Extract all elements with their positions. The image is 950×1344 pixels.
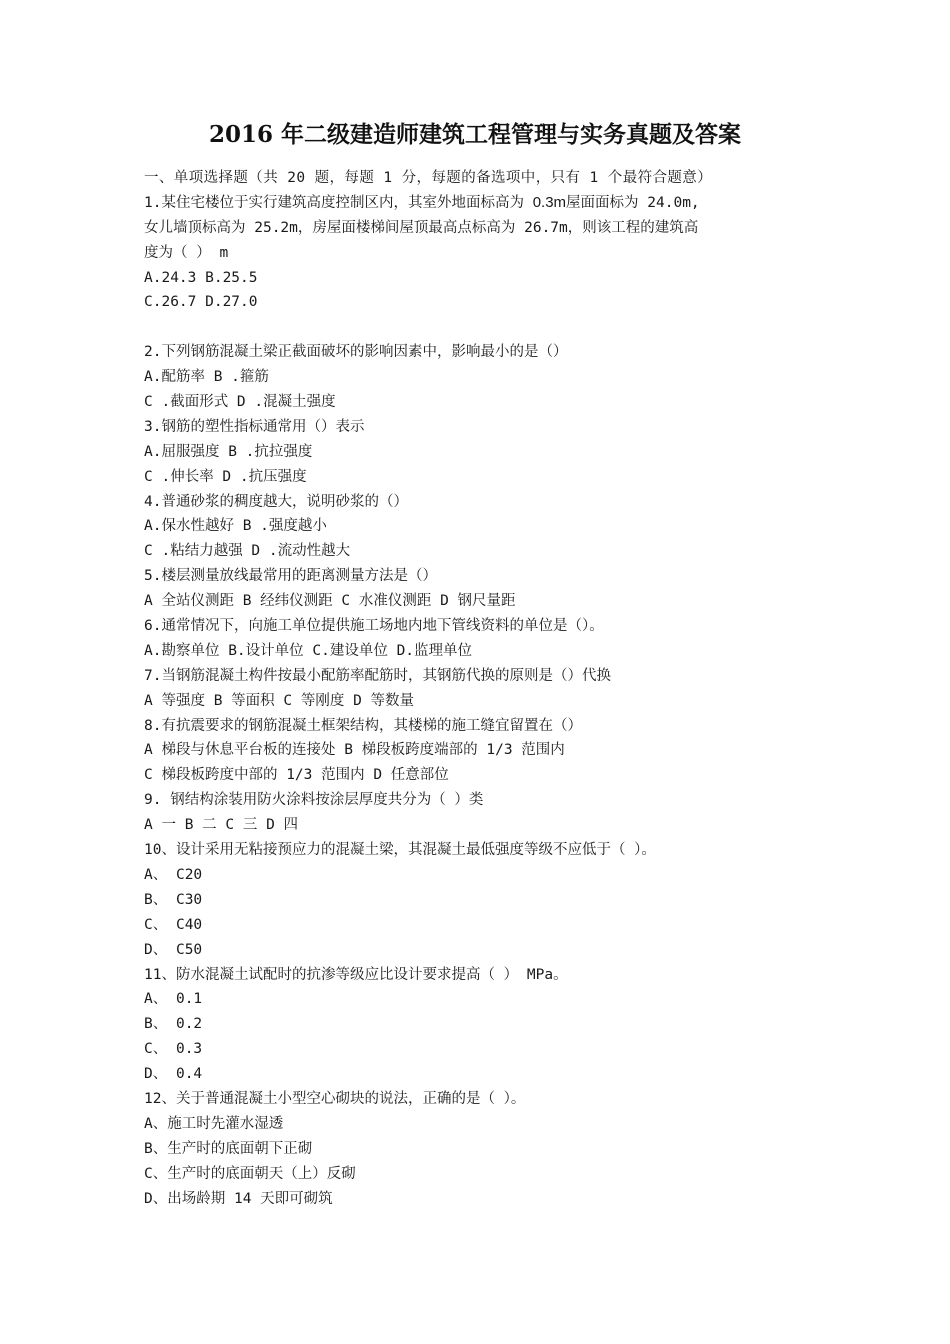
option-line: C .截面形式 D .混凝土强度 <box>144 394 336 411</box>
option-line: C.26.7 D.27.0 <box>144 294 258 311</box>
question-block <box>144 963 804 1087</box>
question-block <box>144 415 804 490</box>
question-block <box>144 490 804 565</box>
question-block <box>144 838 804 962</box>
question-block <box>144 714 804 789</box>
question-block <box>144 614 804 664</box>
option-line: D、 0.4 <box>144 1066 203 1083</box>
question-stem-line: 7.当钢筋混凝土构件按最小配筋率配筋时，其钢筋代换的原则是（）代换 <box>144 667 611 684</box>
option-line: A 等强度 B 等面积 C 等刚度 D 等数量 <box>144 692 415 709</box>
option-line: A.屈服强度 B .抗拉强度 <box>144 443 313 460</box>
document-title: 2016 年二级建造师建筑工程管理与实务真题及答案 <box>208 121 742 148</box>
question-block <box>144 340 804 415</box>
option-line: C、 0.3 <box>144 1041 203 1058</box>
question-block <box>144 564 804 614</box>
option-line: B、 C30 <box>144 891 203 908</box>
question-stem-text: 屋面面标为 24.0m, <box>566 194 700 211</box>
question-block <box>144 664 804 714</box>
question-stem-line: 度为（ ） m <box>144 244 229 261</box>
option-line: A 梯段与休息平台板的连接处 B 梯段板跨度端部的 1/3 范围内 <box>144 742 565 759</box>
option-line: D、出场龄期 14 天即可砌筑 <box>144 1190 333 1207</box>
question-stem-value: 0.3m <box>532 193 567 211</box>
question-stem-line: 10、设计采用无粘接预应力的混凝土梁，其混凝土最低强度等级不应低于（ ）。 <box>144 842 656 859</box>
option-line: C .伸长率 D .抗压强度 <box>144 468 307 485</box>
section-heading: 一、单项选择题（共 20 题，每题 1 分，每题的备选项中，只有 1 个最符合题意） <box>144 170 713 186</box>
option-line: B、生产时的底面朝下正砌 <box>144 1140 313 1157</box>
option-line: C、 C40 <box>144 916 203 933</box>
option-line: A 一 B 二 C 三 D 四 <box>144 817 299 834</box>
option-line: A.24.3 B.25.5 <box>144 269 258 286</box>
question-block <box>144 191 804 315</box>
document-body <box>144 166 804 1211</box>
question-block <box>144 788 804 838</box>
option-line: A.保水性越好 B .强度越小 <box>144 518 327 535</box>
option-line: A 全站仪测距 B 经纬仪测距 C 水准仪测距 D 钢尺量距 <box>144 593 516 610</box>
question-block <box>144 1087 804 1211</box>
question-stem-line: 11、防水混凝土试配时的抗渗等级应比设计要求提高（ ） MPa。 <box>144 966 568 983</box>
question-stem-line: 5.楼层测量放线最常用的距离测量方法是（） <box>144 568 437 585</box>
option-line: A.勘察单位 B.设计单位 C.建设单位 D.监理单位 <box>144 642 473 659</box>
option-line: C、生产时的底面朝天（上）反砌 <box>144 1165 356 1182</box>
question-stem-text: 1.某住宅楼位于实行建筑高度控制区内，其室外地面标高为 <box>144 194 533 211</box>
question-stem-line <box>144 191 804 216</box>
question-stem-line: 9. 钢结构涂装用防火涂料按涂层厚度共分为（ ）类 <box>144 792 484 809</box>
option-line: A、施工时先灌水湿透 <box>144 1115 284 1132</box>
option-line: C .粘结力越强 D .流动性越大 <box>144 543 351 560</box>
option-line: A、 C20 <box>144 866 203 883</box>
question-stem-line: 女儿墙顶标高为 25.2m，房屋面楼梯间屋顶最高点标高为 26.7m，则该工程的建筑高 <box>144 219 699 236</box>
option-line: D、 C50 <box>144 941 203 958</box>
option-line: C 梯段板跨度中部的 1/3 范围内 D 任意部位 <box>144 767 449 784</box>
question-stem-line: 8.有抗震要求的钢筋混凝土框架结构，其楼梯的施工缝宜留置在（） <box>144 717 582 734</box>
option-line: A、 0.1 <box>144 991 203 1008</box>
option-line: A.配筋率 B .箍筋 <box>144 369 269 386</box>
question-stem-line: 2.下列钢筋混凝土梁正截面破坏的影响因素中，影响最小的是（） <box>144 344 568 361</box>
question-stem-line: 4.普通砂浆的稠度越大，说明砂浆的（） <box>144 493 408 510</box>
question-stem-line: 12、关于普通混凝土小型空心砌块的说法，正确的是（ ）。 <box>144 1090 526 1107</box>
option-line: B、 0.2 <box>144 1016 203 1033</box>
question-stem-line: 6.通常情况下，向施工单位提供施工场地内地下管线资料的单位是（）。 <box>144 618 604 635</box>
blank-spacer <box>144 315 804 340</box>
question-stem-line: 3.钢筋的塑性指标通常用（）表示 <box>144 418 365 435</box>
